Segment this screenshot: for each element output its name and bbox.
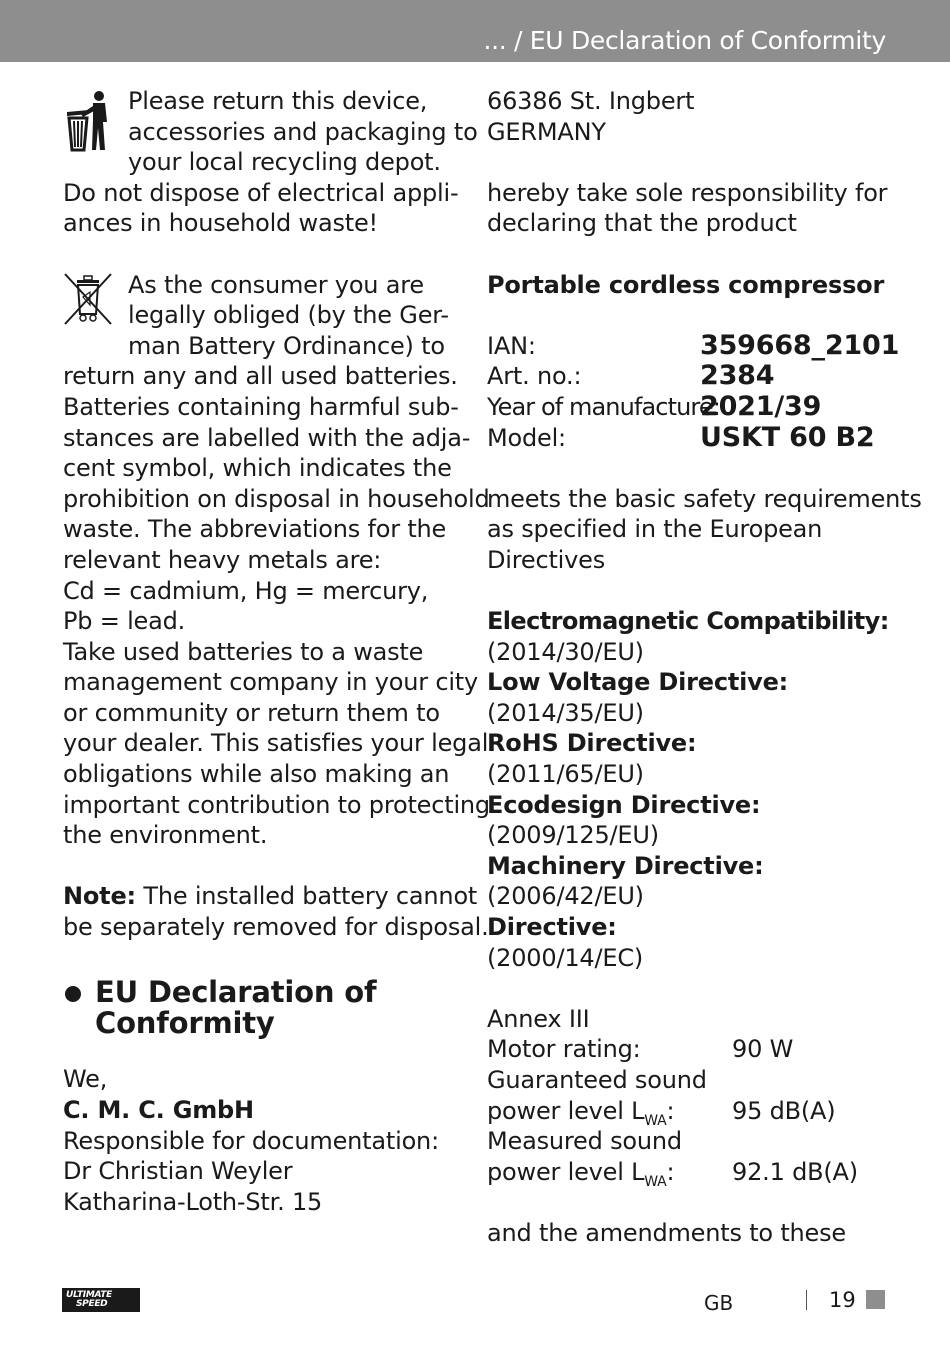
meets-line: Directives bbox=[487, 545, 606, 574]
brand-logo bbox=[62, 1288, 140, 1312]
page-number: 19 bbox=[829, 1288, 856, 1312]
guaranteed-label: Guaranteed sound bbox=[487, 1066, 707, 1094]
colon: : bbox=[666, 1096, 675, 1125]
spec-label: IAN: bbox=[487, 331, 536, 360]
note-label: Note: bbox=[63, 882, 136, 911]
measured-value: 92.1 dB(A) bbox=[732, 1157, 858, 1186]
page-header bbox=[0, 0, 950, 62]
directive-name: RoHS Directive: bbox=[487, 729, 697, 758]
brand-line-2: SPEED bbox=[76, 1299, 108, 1309]
guaranteed-label-2: power level L bbox=[487, 1096, 645, 1125]
header-title: ... / EU Declaration of Conformity bbox=[483, 26, 886, 55]
section-heading bbox=[63, 977, 463, 1038]
guaranteed-row bbox=[487, 1096, 907, 1127]
directive-code: (2000/14/EC) bbox=[487, 943, 644, 972]
note-text-2: be separately removed for disposal. bbox=[63, 913, 489, 942]
battery-text-1: As the consumer you are bbox=[128, 270, 424, 299]
annex-text: Annex III bbox=[487, 1004, 590, 1033]
battery-text-2: legally obliged (by the Ger- bbox=[128, 301, 449, 330]
measured-row bbox=[487, 1157, 907, 1188]
battery-line: or community or return them to bbox=[63, 698, 440, 727]
recycle-text-1: Please return this device, bbox=[128, 87, 428, 115]
battery-line: prohibition on disposal in household bbox=[63, 484, 490, 513]
directive-name: Directive: bbox=[487, 913, 617, 942]
amendments-text: and the amendments to these bbox=[487, 1218, 846, 1247]
note-text-1: The installed battery cannot bbox=[135, 882, 478, 911]
right-column bbox=[487, 86, 922, 1249]
directive-name: Low Voltage Directive: bbox=[487, 668, 789, 697]
product-name: Portable cordless compressor bbox=[487, 270, 885, 299]
spec-label: Year of manufacture: bbox=[487, 392, 720, 421]
spec-value: USKT 60 B2 bbox=[700, 421, 875, 453]
battery-line: waste. The abbreviations for the bbox=[63, 515, 447, 544]
brand-logo-text bbox=[66, 1291, 112, 1309]
crossed-out-bin-icon bbox=[63, 272, 115, 336]
directive-code: (2014/35/EU) bbox=[487, 698, 644, 727]
directive-name: Electromagnetic Compatibility: bbox=[487, 607, 889, 636]
battery-line: relevant heavy metals are: bbox=[63, 545, 382, 574]
measured-sub: WA bbox=[644, 1173, 667, 1190]
battery-line: Pb = lead. bbox=[63, 607, 186, 636]
directive-code: (2009/125/EU) bbox=[487, 821, 659, 850]
measured-label-2: power level L bbox=[487, 1157, 645, 1186]
address-line: GERMANY bbox=[487, 117, 606, 146]
person-bin-icon bbox=[63, 90, 115, 160]
note-paragraph bbox=[63, 881, 478, 912]
guaranteed-value: 95 dB(A) bbox=[732, 1096, 836, 1125]
spec-row bbox=[487, 423, 907, 454]
heading-line-2: Conformity bbox=[95, 1005, 275, 1040]
page-marker-square bbox=[866, 1290, 885, 1309]
directive-code: (2006/42/EU) bbox=[487, 882, 644, 911]
motor-value: 90 W bbox=[732, 1035, 794, 1064]
meets-line: meets the basic safety requirements bbox=[487, 484, 922, 513]
battery-line: Batteries containing harmful sub- bbox=[63, 392, 459, 421]
battery-line: cent symbol, which indicates the bbox=[63, 454, 452, 483]
battery-line: return any and all used batteries. bbox=[63, 362, 458, 391]
directive-name: Machinery Directive: bbox=[487, 851, 764, 880]
dispose-text-1: Do not dispose of electrical appli- bbox=[63, 178, 459, 207]
spec-value: 2021/39 bbox=[700, 390, 822, 422]
dispose-text-2: ances in household waste! bbox=[63, 209, 378, 238]
heading-line-1: EU Declaration of bbox=[95, 975, 377, 1010]
company-name: C. M. C. GmbH bbox=[63, 1096, 254, 1124]
footer-divider bbox=[806, 1290, 807, 1310]
address-line: Dr Christian Weyler bbox=[63, 1157, 293, 1186]
address-line: Responsible for documentation: bbox=[63, 1126, 439, 1155]
responsibility-line: declaring that the product bbox=[487, 209, 797, 238]
recycle-text-3: your local recycling depot. bbox=[128, 148, 441, 177]
responsibility-line: hereby take sole responsibility for bbox=[487, 178, 888, 207]
battery-line: obligations while also making an bbox=[63, 760, 450, 789]
language-code: GB bbox=[704, 1291, 734, 1315]
colon: : bbox=[666, 1157, 675, 1186]
spec-label: Art. no.: bbox=[487, 362, 582, 391]
directive-code: (2014/30/EU) bbox=[487, 637, 644, 666]
recycle-text-2: accessories and packaging to bbox=[128, 117, 478, 146]
battery-line: Take used batteries to a waste bbox=[63, 637, 424, 666]
battery-line: the environment. bbox=[63, 821, 268, 850]
brand-line-1: ULTIMATE bbox=[66, 1290, 112, 1300]
address-line: Katharina-Loth-Str. 15 bbox=[63, 1187, 323, 1216]
directive-code: (2011/65/EU) bbox=[487, 760, 644, 789]
address-line: 66386 St. Ingbert bbox=[487, 87, 695, 115]
motor-label: Motor rating: bbox=[487, 1035, 641, 1064]
spec-row bbox=[487, 392, 907, 423]
spec-label: Model: bbox=[487, 423, 566, 452]
meets-line: as specified in the European bbox=[487, 515, 823, 544]
we-text: We, bbox=[63, 1065, 108, 1094]
spec-row bbox=[487, 331, 907, 362]
left-column bbox=[63, 86, 490, 1217]
directive-name: Ecodesign Directive: bbox=[487, 790, 761, 819]
spec-value: 359668_2101 bbox=[700, 329, 900, 361]
page-footer bbox=[0, 1288, 950, 1318]
spec-value: 2384 bbox=[700, 360, 775, 392]
guaranteed-sub: WA bbox=[644, 1112, 667, 1129]
measured-label: Measured sound bbox=[487, 1127, 682, 1156]
spec-row bbox=[487, 361, 907, 392]
motor-row bbox=[487, 1034, 907, 1065]
battery-text-3: man Battery Ordinance) to bbox=[128, 331, 445, 360]
bullet-icon bbox=[65, 986, 81, 1002]
battery-line: Cd = cadmium, Hg = mercury, bbox=[63, 576, 429, 605]
battery-line: stances are labelled with the adja- bbox=[63, 423, 471, 452]
battery-line: management company in your city bbox=[63, 668, 479, 697]
battery-line: your dealer. This satisfies your legal bbox=[63, 729, 489, 758]
battery-line: important contribution to protecting bbox=[63, 790, 490, 819]
